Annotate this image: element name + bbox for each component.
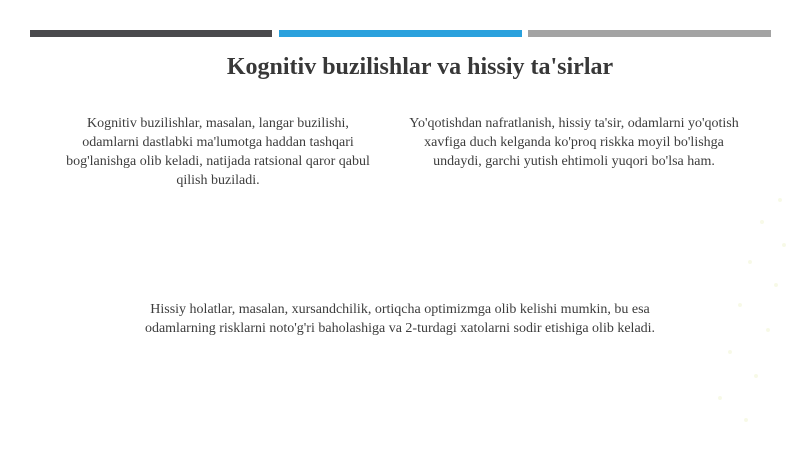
header-bar-dark xyxy=(30,30,272,37)
header-bar-gray xyxy=(528,30,771,37)
slide-title: Kognitiv buzilishlar va hissiy ta'sirlar xyxy=(226,54,614,80)
paragraph-emotional-states: Hissiy holatlar, masalan, xursandchilik, ortiqcha optimizmga olib kelishi mumkin, bu esa odamlarning risklarni noto'g'ri baholashiga va 2-turdagi xatolarni sodir etishiga olib keladi. xyxy=(144,302,656,336)
paragraph-loss-aversion: Yo'qotishdan nafratlanish, hissiy ta'sir, odamlarni yo'qotish xavfiga duch kelganda ko'proq riskka moyil bo'lishga undaydi, garchi yutish ehtimoli yuqori bo'lsa ham. xyxy=(409,116,739,169)
paragraph-cognitive-biases: Kognitiv buzilishlar, masalan, langar buzilishi, odamlarni dastlabki ma'lumotga haddan tashqari bog'lanishga olib keladi, natijada ratsional qaror qabul qilish buziladi. xyxy=(66,116,370,188)
header-bar-blue xyxy=(279,30,522,37)
